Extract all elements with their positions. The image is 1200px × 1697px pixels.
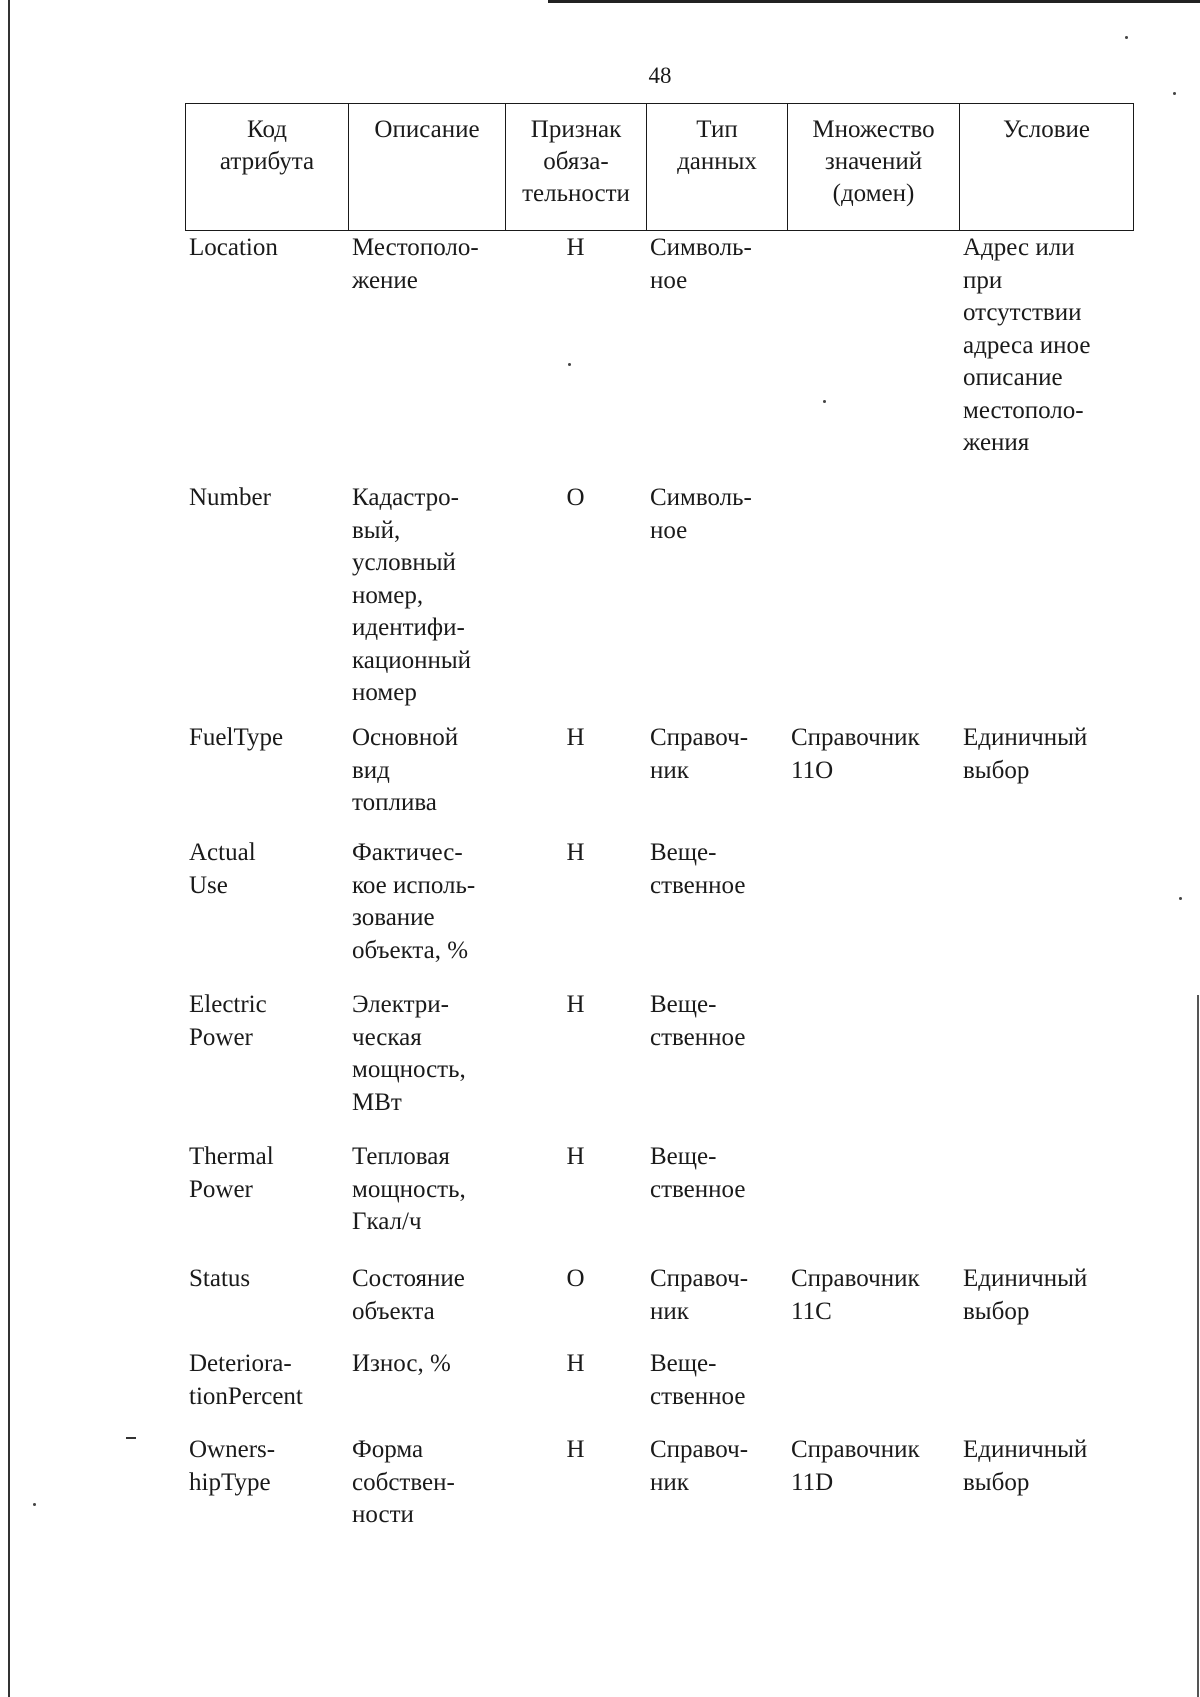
- cell-data-type: Веще- ственное: [650, 1350, 746, 1410]
- cell-code: Location: [189, 234, 278, 261]
- scan-speck: [33, 1503, 36, 1506]
- cell-required: О: [566, 1265, 585, 1292]
- cell-description: Местополо- жение: [352, 234, 479, 294]
- cell-data-type: Веще- ственное: [650, 1143, 746, 1203]
- cell-data-type: Веще- ственное: [650, 839, 746, 899]
- scan-border-top: [548, 0, 1200, 3]
- cell-data-type: Символь- ное: [650, 234, 752, 294]
- cell-description: Состояние объекта: [352, 1265, 465, 1325]
- cell-description: Основной вид топлива: [352, 724, 459, 816]
- header-code: Код атрибута: [186, 104, 349, 231]
- cell-code: Actual Use: [189, 839, 256, 899]
- cell-domain: Справочник 11D: [791, 1436, 920, 1496]
- page-number: 48: [648, 63, 672, 88]
- header-description: Описание: [349, 104, 506, 231]
- cell-data-type: Веще- ственное: [650, 991, 746, 1051]
- scan-border-left: [8, 0, 10, 1697]
- cell-code: Thermal Power: [189, 1143, 274, 1203]
- cell-condition: Адрес или при отсутствии адреса иное описание местополо- жения: [963, 234, 1091, 456]
- cell-code: Electric Power: [189, 991, 267, 1051]
- cell-description: Тепловая мощность, Гкал/ч: [352, 1143, 466, 1235]
- table-row: [185, 232, 1133, 482]
- scan-speck: [1173, 92, 1176, 95]
- scan-dash-mark: [126, 1437, 136, 1439]
- cell-required: Н: [566, 1350, 585, 1377]
- cell-description: Форма собствен- ности: [352, 1436, 455, 1528]
- cell-domain: [787, 1348, 959, 1434]
- header-required: Признак обяза- тельности: [506, 104, 647, 231]
- cell-code: Owners- hipType: [189, 1436, 276, 1496]
- cell-domain: Справочник 11О: [791, 724, 920, 784]
- cell-description: Износ, %: [352, 1350, 451, 1377]
- cell-required: Н: [566, 839, 585, 866]
- scan-border-right: [1197, 995, 1199, 1697]
- cell-domain: [787, 989, 959, 1141]
- table-row: [185, 482, 1133, 722]
- table-row: [185, 722, 1133, 837]
- cell-domain: [787, 482, 959, 722]
- header-row: [186, 104, 1134, 231]
- cell-description: Электри- ческая мощность, МВт: [352, 991, 466, 1116]
- table-row: [185, 1348, 1133, 1434]
- cell-condition: Единичный выбор: [963, 1265, 1088, 1325]
- cell-condition: [959, 1141, 1133, 1263]
- cell-condition: Единичный выбор: [963, 1436, 1088, 1496]
- attribute-table-body: [185, 232, 1133, 1544]
- cell-domain: [787, 837, 959, 989]
- cell-condition: [959, 989, 1133, 1141]
- cell-code: Status: [189, 1265, 251, 1292]
- header-domain: Множество значений (домен): [788, 104, 960, 231]
- header-data-type: Тип данных: [647, 104, 788, 231]
- cell-condition: Единичный выбор: [963, 724, 1088, 784]
- cell-description: Фактичес- кое исполь- зование объекта, %: [352, 839, 476, 964]
- cell-domain: [787, 1141, 959, 1263]
- table-row: [185, 1434, 1133, 1544]
- scan-speck: [1125, 36, 1128, 39]
- header-condition: Условие: [960, 104, 1134, 231]
- cell-data-type: Символь- ное: [650, 484, 752, 544]
- cell-required: О: [566, 484, 585, 511]
- cell-domain: [787, 232, 959, 482]
- cell-description: Кадастро- вый, условный номер, идентифи- кационный номер: [352, 484, 472, 706]
- cell-required: Н: [566, 1436, 585, 1463]
- cell-required: Н: [566, 724, 585, 751]
- cell-required: Н: [566, 991, 585, 1018]
- cell-data-type: Справоч- ник: [650, 724, 749, 784]
- table-row: [185, 1263, 1133, 1348]
- cell-condition: [959, 1348, 1133, 1434]
- attribute-table-header: [185, 103, 1134, 231]
- cell-domain: Справочник 11С: [791, 1265, 920, 1325]
- cell-required: Н: [566, 1143, 585, 1170]
- cell-condition: [959, 482, 1133, 722]
- cell-data-type: Справоч- ник: [650, 1436, 749, 1496]
- table-row: [185, 989, 1133, 1141]
- cell-data-type: Справоч- ник: [650, 1265, 749, 1325]
- cell-code: Number: [189, 484, 271, 511]
- cell-condition: [959, 837, 1133, 989]
- table-row: [185, 1141, 1133, 1263]
- cell-code: Deteriora- tionPercent: [189, 1350, 303, 1410]
- cell-code: FuelType: [189, 724, 284, 751]
- scan-speck: [1179, 897, 1182, 900]
- cell-required: Н: [566, 234, 585, 261]
- table-row: [185, 837, 1133, 989]
